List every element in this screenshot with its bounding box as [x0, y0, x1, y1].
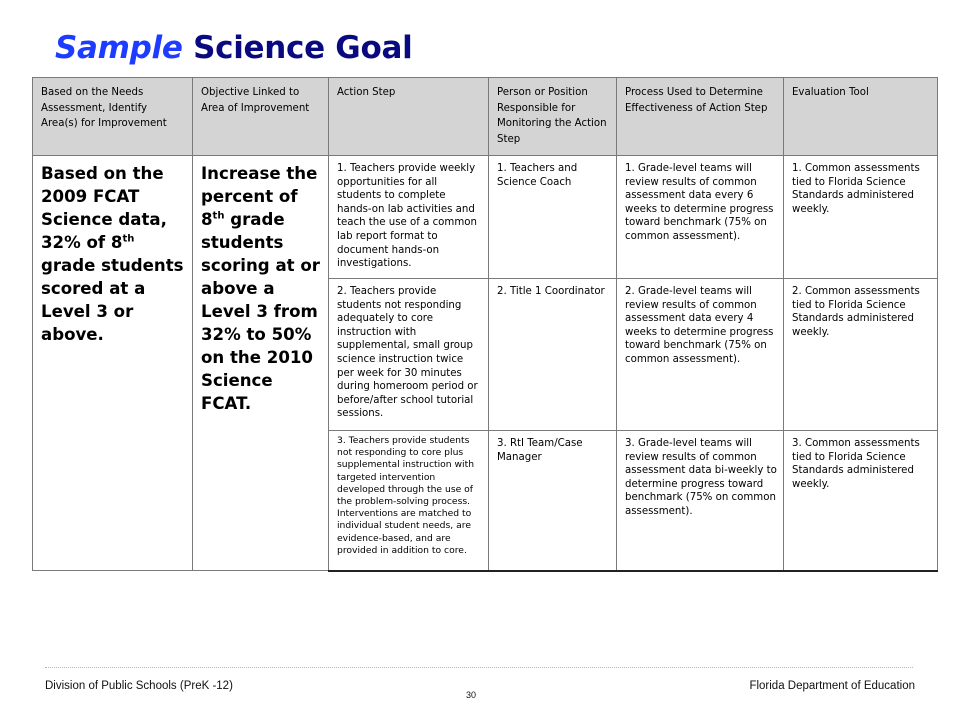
header-objective: Objective Linked to Area of Improvement [193, 78, 329, 156]
action-step-3: 3. Teachers provide students not responding to core plus supplemental instruction with targeted intervention developed through the use of the problem-solving process. Interventions are matched to individual student needs, are evidence-based, and are provided in addition to core. [329, 431, 489, 571]
objective-sup: th [212, 210, 225, 222]
area-text-2: grade students scored at a Level 3 or above. [41, 256, 184, 344]
footer-department: Florida Department of Education [749, 680, 915, 692]
page-number: 30 [466, 690, 477, 700]
process-3: 3. Grade-level teams will review results of common assessment data bi-weekly to determine progress toward benchmark (75% on common assessment). [617, 431, 784, 571]
title-accent: Sample [55, 30, 183, 66]
person-responsible-2: 2. Title 1 Coordinator [489, 279, 617, 431]
action-step-1: 1. Teachers provide weekly opportunities for all students to complete hands-on lab activities and teach the use of a common lab report format to document hands-on investigations. [329, 156, 489, 279]
objective-text-1: Increase the percent of 8 [201, 164, 318, 229]
footer-division: Division of Public Schools (PreK -12) [45, 680, 233, 692]
header-process: Process Used to Determine Effectiveness of Action Step [617, 78, 784, 156]
person-responsible-3: 3. RtI Team/Case Manager [489, 431, 617, 571]
header-row [33, 78, 938, 156]
process-1: 1. Grade-level teams will review results of common assessment data every 6 weeks to determine progress toward benchmark (75% on common assessment). [617, 156, 784, 279]
person-responsible-1: 1. Teachers and Science Coach [489, 156, 617, 279]
table-row [33, 156, 938, 279]
action-step-2: 2. Teachers provide students not responding adequately to core instruction with supplemental, small group science instruction twice per week for 30 minutes during homeroom period or before/after school tutorial sessions. [329, 279, 489, 431]
header-action-step: Action Step [329, 78, 489, 156]
header-area: Based on the Needs Assessment, Identify Area(s) for Improvement [33, 78, 193, 156]
header-evaluation-tool: Evaluation Tool [784, 78, 938, 156]
objective [193, 156, 329, 571]
area-sup: th [122, 233, 135, 245]
area-text-1: Based on the 2009 FCAT Science data, 32% of 8 [41, 164, 167, 252]
footer-divider [45, 667, 913, 668]
header-person-responsible: Person or Position Responsible for Monitoring the Action Step [489, 78, 617, 156]
evaluation-tool-3: 3. Common assessments tied to Florida Science Standards administered weekly. [784, 431, 938, 571]
science-goal-table [32, 77, 938, 572]
page-title [55, 30, 412, 66]
evaluation-tool-2: 2. Common assessments tied to Florida Science Standards administered weekly. [784, 279, 938, 431]
objective-text-2: grade students scoring at or above a Level 3 from 32% to 50% on the 2010 Science FCAT. [201, 210, 320, 413]
title-rest: Science Goal [182, 30, 413, 66]
evaluation-tool-1: 1. Common assessments tied to Florida Science Standards administered weekly. [784, 156, 938, 279]
area-of-improvement [33, 156, 193, 571]
process-2: 2. Grade-level teams will review results of common assessment data every 4 weeks to determine progress toward benchmark (75% on common assessment). [617, 279, 784, 431]
